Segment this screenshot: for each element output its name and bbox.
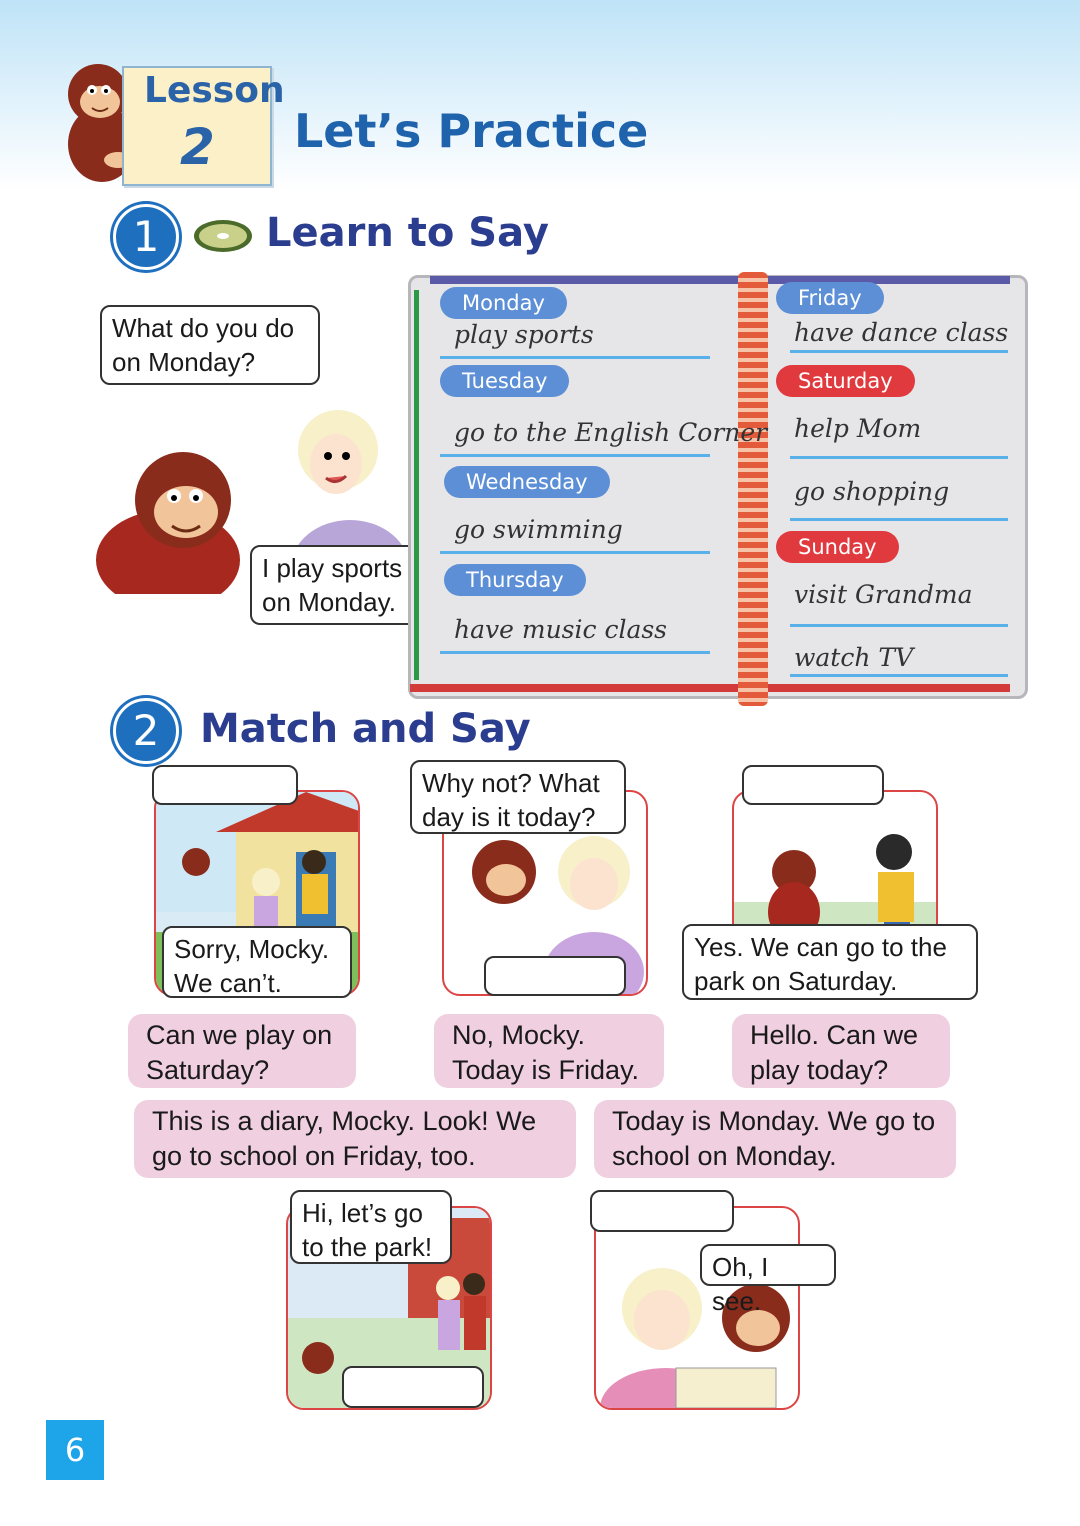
option-5[interactable]: Today is Monday. We go to school on Monday. bbox=[594, 1100, 956, 1178]
activity-thursday: have music class bbox=[454, 615, 668, 644]
diary-line bbox=[440, 551, 710, 554]
activity-monday: play sports bbox=[454, 320, 594, 349]
activity-saturday-1: help Mom bbox=[794, 414, 922, 443]
section-2-number: 2 bbox=[113, 698, 179, 764]
cd-icon bbox=[192, 212, 254, 256]
section-1-number: 1 bbox=[113, 204, 179, 270]
lesson-number: 2 bbox=[180, 118, 215, 176]
panel-3-bubble: Yes. We can go to the park on Saturday. bbox=[682, 924, 978, 1000]
diary-line bbox=[790, 624, 1008, 627]
day-tag-friday: Friday bbox=[776, 282, 884, 314]
picture-panel-5 bbox=[594, 1206, 800, 1410]
diary-top-edge bbox=[430, 276, 1010, 284]
diary-line bbox=[790, 518, 1008, 521]
question-bubble: What do you do on Monday? bbox=[100, 305, 320, 385]
diary-line bbox=[440, 454, 710, 457]
activity-tuesday: go to the English Corner bbox=[454, 418, 768, 447]
page-number: 6 bbox=[46, 1420, 104, 1480]
panel-1-bubble: Sorry, Mocky. We can’t. bbox=[162, 926, 352, 998]
diary-spiral bbox=[738, 272, 768, 706]
activity-friday: have dance class bbox=[794, 318, 1009, 347]
diary-line bbox=[440, 651, 710, 654]
blank-bubble-1[interactable] bbox=[152, 765, 298, 805]
day-tag-saturday: Saturday bbox=[776, 365, 915, 397]
diary-line bbox=[790, 350, 1008, 353]
diary-line bbox=[790, 674, 1008, 677]
day-tag-wednesday: Wednesday bbox=[444, 466, 610, 498]
lesson-word: Lesson bbox=[144, 70, 285, 111]
diary-left-edge bbox=[414, 290, 419, 680]
panel-4-bubble: Hi, let’s go to the park! bbox=[290, 1190, 452, 1264]
option-1[interactable]: Can we play on Saturday? bbox=[128, 1014, 356, 1088]
blank-bubble-2[interactable] bbox=[484, 956, 626, 996]
panel-2-bubble: Why not? What day is it today? bbox=[410, 760, 626, 834]
diary-line bbox=[440, 356, 710, 359]
option-2[interactable]: No, Mocky. Today is Friday. bbox=[434, 1014, 664, 1088]
day-tag-tuesday: Tuesday bbox=[440, 365, 569, 397]
diary-line bbox=[790, 456, 1008, 459]
day-tag-monday: Monday bbox=[440, 287, 567, 319]
page-title: Let’s Practice bbox=[294, 104, 649, 158]
activity-wednesday: go swimming bbox=[454, 515, 623, 544]
blank-bubble-4[interactable] bbox=[342, 1366, 484, 1408]
option-4[interactable]: This is a diary, Mocky. Look! We go to school on Friday, too. bbox=[134, 1100, 576, 1178]
option-3[interactable]: Hello. Can we play today? bbox=[732, 1014, 950, 1088]
day-tag-sunday: Sunday bbox=[776, 531, 899, 563]
section-2-title: Match and Say bbox=[200, 706, 531, 752]
diary-bottom-edge bbox=[410, 684, 1010, 692]
activity-saturday-2: go shopping bbox=[794, 477, 950, 506]
blank-bubble-5[interactable] bbox=[590, 1190, 734, 1232]
answer-bubble: I play sports on Monday. bbox=[250, 545, 438, 625]
day-tag-thursday: Thursday bbox=[444, 564, 586, 596]
activity-sunday-2: watch TV bbox=[794, 643, 914, 672]
blank-bubble-3[interactable] bbox=[742, 765, 884, 805]
panel-5-bubble: Oh, I see. bbox=[700, 1244, 836, 1286]
activity-sunday-1: visit Grandma bbox=[794, 580, 973, 609]
section-1-title: Learn to Say bbox=[266, 210, 549, 256]
